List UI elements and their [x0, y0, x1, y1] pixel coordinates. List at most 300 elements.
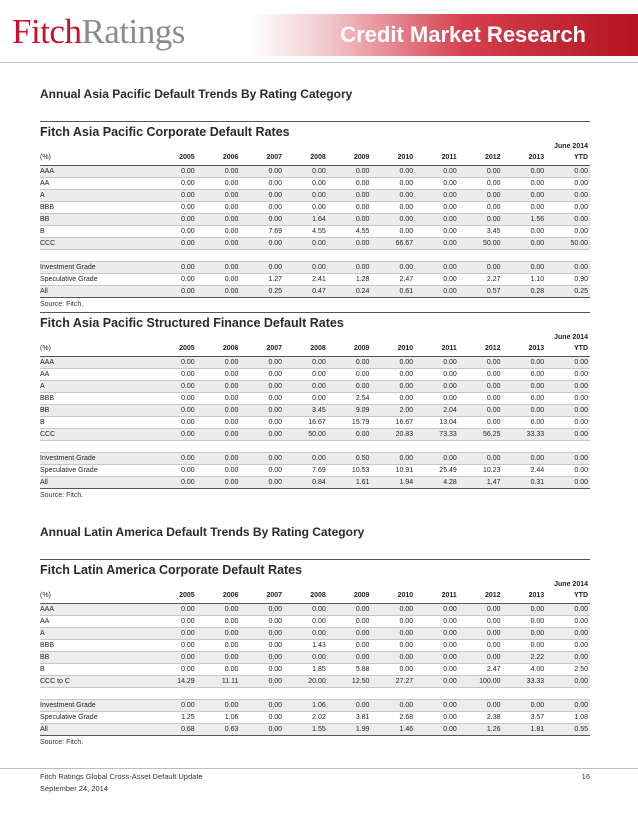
- rate-cell: 0.00: [153, 178, 197, 190]
- rate-cell: 0.00: [153, 202, 197, 214]
- rate-cell: 1.06: [284, 700, 328, 712]
- rate-cell: 0.00: [240, 652, 284, 664]
- rate-cell: 3.57: [503, 712, 547, 724]
- rate-cell: 0.00: [153, 628, 197, 640]
- rate-cell: 0.00: [415, 724, 459, 736]
- rate-cell: 2.02: [284, 712, 328, 724]
- rate-cell: 2.44: [503, 465, 547, 477]
- banner-title: Credit Market Research: [340, 22, 586, 47]
- rate-cell: 0.00: [328, 166, 372, 178]
- rate-cell: 0.00: [546, 676, 590, 688]
- rate-cell: 0.00: [240, 676, 284, 688]
- row-label: AAA: [40, 166, 153, 178]
- rate-cell: 0.00: [371, 393, 415, 405]
- ytd-header-line1: June 2014: [554, 334, 588, 341]
- rate-cell: 0.00: [153, 604, 197, 616]
- rate-cell: 0.00: [459, 453, 503, 465]
- rate-cell: 0.50: [328, 453, 372, 465]
- rate-cell: 0.00: [240, 664, 284, 676]
- rate-cell: 0.00: [371, 178, 415, 190]
- rate-cell: 3.45: [459, 226, 503, 238]
- footer-date: September 24, 2014: [40, 784, 108, 793]
- row-label: Investment Grade: [40, 453, 153, 465]
- table-header-row: [40, 141, 590, 166]
- rate-cell: 0.00: [328, 700, 372, 712]
- table-row: [40, 166, 590, 178]
- rate-cell: 0.00: [153, 429, 197, 441]
- rate-cell: 0.00: [459, 393, 503, 405]
- rate-cell: 0.00: [415, 262, 459, 274]
- rate-cell: 0.00: [284, 393, 328, 405]
- rate-cell: 0.00: [153, 453, 197, 465]
- footer-divider: [0, 768, 638, 769]
- rate-cell: 0.00: [197, 429, 241, 441]
- rate-cell: 2.47: [459, 664, 503, 676]
- rate-cell: 0.00: [328, 628, 372, 640]
- row-label: BB: [40, 214, 153, 226]
- rate-cell: 0.00: [546, 429, 590, 441]
- rate-cell: 0.00: [371, 664, 415, 676]
- table-row: [40, 286, 590, 298]
- rate-cell: 0.00: [328, 640, 372, 652]
- rate-cell: 0.25: [546, 286, 590, 298]
- rate-cell: 0.31: [503, 477, 547, 489]
- rate-cell: 0.00: [546, 405, 590, 417]
- rate-cell: 0.00: [197, 166, 241, 178]
- ytd-header: [546, 332, 590, 357]
- rate-cell: 0.00: [546, 357, 590, 369]
- rate-cell: 0.00: [415, 381, 459, 393]
- rate-cell: 0.00: [240, 202, 284, 214]
- rate-cell: 0.00: [197, 369, 241, 381]
- table-row: [40, 178, 590, 190]
- rate-cell: 2.00: [371, 405, 415, 417]
- header-divider: [0, 62, 638, 63]
- rate-cell: 0.00: [240, 405, 284, 417]
- rate-cell: 0.00: [328, 381, 372, 393]
- rate-cell: 0.00: [328, 262, 372, 274]
- table-row: [40, 652, 590, 664]
- rate-cell: 0.00: [546, 700, 590, 712]
- table-row: [40, 381, 590, 393]
- rate-cell: 0.00: [503, 700, 547, 712]
- rate-cell: 0.00: [371, 453, 415, 465]
- rate-cell: 0.00: [546, 417, 590, 429]
- rate-cell: 16.67: [284, 417, 328, 429]
- rate-cell: 0.00: [328, 238, 372, 250]
- table-row: [40, 664, 590, 676]
- rate-cell: 0.00: [240, 465, 284, 477]
- year-header: 2008: [284, 579, 328, 604]
- rate-cell: 0.25: [240, 286, 284, 298]
- rate-cell: 2.54: [328, 393, 372, 405]
- rate-cell: 9.09: [328, 405, 372, 417]
- row-label: B: [40, 664, 153, 676]
- rate-cell: 0.00: [240, 190, 284, 202]
- rate-cell: 0.00: [284, 616, 328, 628]
- fitch-ratings-logo: FitchRatings: [12, 12, 185, 51]
- table-row: [40, 405, 590, 417]
- rate-cell: 0.00: [197, 640, 241, 652]
- table-row: [40, 262, 590, 274]
- rate-cell: 0.00: [197, 381, 241, 393]
- rate-cell: 50.00: [284, 429, 328, 441]
- footer-page-number: 16: [581, 772, 590, 781]
- rate-cell: 0.00: [415, 604, 459, 616]
- rate-cell: 0.00: [197, 405, 241, 417]
- rate-cell: 0.00: [284, 238, 328, 250]
- rate-cell: 0.00: [240, 712, 284, 724]
- rate-cell: 0.00: [371, 381, 415, 393]
- rate-cell: 0.00: [240, 357, 284, 369]
- rate-cell: 0.00: [546, 453, 590, 465]
- rate-cell: 0.00: [415, 712, 459, 724]
- rate-cell: 0.00: [459, 652, 503, 664]
- rate-cell: 0.00: [197, 286, 241, 298]
- rate-cell: 0.00: [546, 226, 590, 238]
- rate-cell: 0.00: [197, 652, 241, 664]
- rate-cell: 0.00: [197, 178, 241, 190]
- rate-cell: 0.00: [546, 369, 590, 381]
- rate-cell: 0.00: [240, 262, 284, 274]
- rate-cell: 0.00: [371, 166, 415, 178]
- rate-cell: 0.00: [197, 465, 241, 477]
- rate-cell: 0.47: [284, 286, 328, 298]
- rate-cell: 0.00: [240, 381, 284, 393]
- rate-cell: 0.00: [153, 393, 197, 405]
- rate-cell: 0.00: [503, 381, 547, 393]
- table-row: [40, 640, 590, 652]
- rate-cell: 0.00: [503, 405, 547, 417]
- rate-cell: 0.00: [284, 262, 328, 274]
- rate-cell: 0.00: [415, 664, 459, 676]
- row-label: Speculative Grade: [40, 712, 153, 724]
- rate-cell: 0.00: [459, 700, 503, 712]
- year-header: 2006: [197, 332, 241, 357]
- rate-cell: 0.00: [197, 202, 241, 214]
- row-label: BBB: [40, 202, 153, 214]
- year-header: 2007: [240, 332, 284, 357]
- rate-cell: 0.00: [546, 190, 590, 202]
- rate-cell: 0.00: [153, 465, 197, 477]
- rate-cell: 50.00: [459, 238, 503, 250]
- rate-cell: 0.00: [459, 640, 503, 652]
- section-title: Annual Latin America Default Trends By Rating Category: [40, 525, 365, 539]
- row-label: All: [40, 477, 153, 489]
- rate-cell: 0.00: [328, 178, 372, 190]
- rate-cell: 0.00: [153, 405, 197, 417]
- rate-cell: 0.00: [328, 202, 372, 214]
- spacer-row: [40, 441, 590, 453]
- rate-cell: 0.63: [197, 724, 241, 736]
- table-row: [40, 465, 590, 477]
- rate-cell: 0.00: [503, 357, 547, 369]
- rate-cell: 0.00: [503, 628, 547, 640]
- rate-cell: 0.00: [503, 190, 547, 202]
- rate-cell: 0.00: [197, 604, 241, 616]
- rate-cell: 10.91: [371, 465, 415, 477]
- table-header-row: [40, 579, 590, 604]
- rate-cell: 2.68: [371, 712, 415, 724]
- rate-cell: 0.00: [153, 238, 197, 250]
- rate-cell: 0.00: [240, 393, 284, 405]
- rate-cell: 0.68: [153, 724, 197, 736]
- rate-cell: 4.55: [328, 226, 372, 238]
- default-rates-table: [40, 332, 590, 489]
- rate-cell: 0.00: [328, 429, 372, 441]
- rate-cell: 0.00: [371, 628, 415, 640]
- table-row: [40, 477, 590, 489]
- rate-cell: 0.00: [153, 166, 197, 178]
- table-title: Fitch Latin America Corporate Default Rates: [40, 559, 590, 579]
- rate-cell: 0.00: [240, 417, 284, 429]
- section-title: Annual Asia Pacific Default Trends By Rating Category: [40, 87, 353, 101]
- rate-cell: 0.00: [503, 262, 547, 274]
- rate-cell: 0.00: [415, 166, 459, 178]
- rate-cell: 0.00: [371, 190, 415, 202]
- row-label: B: [40, 417, 153, 429]
- rate-cell: 73.33: [415, 429, 459, 441]
- rate-cell: 0.00: [240, 166, 284, 178]
- row-label: AA: [40, 369, 153, 381]
- rate-cell: 0.00: [371, 604, 415, 616]
- rate-cell: 0.00: [459, 178, 503, 190]
- rate-cell: 0.00: [459, 166, 503, 178]
- rate-cell: 0.00: [503, 393, 547, 405]
- rate-cell: 0.00: [284, 202, 328, 214]
- rate-cell: 0.00: [197, 274, 241, 286]
- rate-cell: 0.00: [153, 226, 197, 238]
- rate-cell: 0.00: [546, 393, 590, 405]
- table-title: Fitch Asia Pacific Structured Finance Default Rates: [40, 312, 590, 332]
- rate-cell: 100.00: [459, 676, 503, 688]
- year-header: 2008: [284, 141, 328, 166]
- year-header: 2010: [371, 332, 415, 357]
- unit-label: (%): [40, 332, 153, 357]
- rate-cell: 0.00: [153, 262, 197, 274]
- rate-cell: 0.00: [328, 616, 372, 628]
- rate-cell: 0.00: [459, 369, 503, 381]
- rate-cell: 0.00: [546, 202, 590, 214]
- rate-cell: 0.00: [197, 700, 241, 712]
- rate-cell: 0.00: [284, 166, 328, 178]
- rate-cell: 0.00: [284, 604, 328, 616]
- rate-cell: 0.00: [415, 393, 459, 405]
- page-content: [40, 70, 590, 746]
- rate-cell: 0.00: [197, 238, 241, 250]
- year-header: 2010: [371, 141, 415, 166]
- table-row: [40, 417, 590, 429]
- rate-cell: 0.00: [153, 274, 197, 286]
- year-header: 2005: [153, 141, 197, 166]
- row-label: BBB: [40, 640, 153, 652]
- spacer-row: [40, 688, 590, 700]
- year-header: 2009: [328, 141, 372, 166]
- rate-cell: 4.28: [415, 477, 459, 489]
- rate-cell: 4.00: [503, 664, 547, 676]
- rate-cell: 1.99: [328, 724, 372, 736]
- rate-cell: 0.84: [284, 477, 328, 489]
- row-label: AA: [40, 178, 153, 190]
- rate-cell: 0.00: [503, 369, 547, 381]
- table-row: [40, 628, 590, 640]
- rate-cell: 0.00: [328, 369, 372, 381]
- rate-cell: 0.00: [153, 369, 197, 381]
- rate-cell: 0.00: [328, 604, 372, 616]
- rate-cell: 0.00: [240, 628, 284, 640]
- rate-cell: 33.33: [503, 676, 547, 688]
- year-header: 2006: [197, 141, 241, 166]
- rate-cell: 3.81: [328, 712, 372, 724]
- rate-cell: 0.00: [546, 616, 590, 628]
- year-header: 2007: [240, 579, 284, 604]
- rate-cell: 2.04: [415, 405, 459, 417]
- rate-cell: 0.24: [328, 286, 372, 298]
- year-header: 2013: [503, 141, 547, 166]
- rate-cell: 0.00: [415, 616, 459, 628]
- rate-cell: 1.46: [371, 724, 415, 736]
- rate-cell: 27.27: [371, 676, 415, 688]
- rate-cell: 0.00: [546, 465, 590, 477]
- year-header: 2007: [240, 141, 284, 166]
- rate-cell: 0.00: [240, 604, 284, 616]
- row-label: A: [40, 628, 153, 640]
- year-header: 2008: [284, 332, 328, 357]
- row-label: AAA: [40, 604, 153, 616]
- rate-cell: 1.28: [328, 274, 372, 286]
- year-header: 2012: [459, 579, 503, 604]
- rate-cell: 0.00: [371, 226, 415, 238]
- rate-cell: 1.43: [284, 640, 328, 652]
- rate-cell: 0.00: [415, 453, 459, 465]
- rate-cell: 0.00: [415, 238, 459, 250]
- year-header: 2011: [415, 332, 459, 357]
- rate-cell: 0.00: [459, 616, 503, 628]
- rate-cell: 0.90: [546, 274, 590, 286]
- row-label: B: [40, 226, 153, 238]
- rate-cell: 0.28: [503, 286, 547, 298]
- rate-cell: 20.00: [284, 676, 328, 688]
- ytd-header-line2: YTD: [574, 345, 588, 352]
- rate-cell: 0.00: [546, 178, 590, 190]
- rate-cell: 2.38: [459, 712, 503, 724]
- rate-cell: 0.00: [240, 640, 284, 652]
- ytd-header: [546, 141, 590, 166]
- rate-cell: 0.00: [503, 202, 547, 214]
- rate-cell: 0.00: [240, 178, 284, 190]
- rate-cell: 0.00: [546, 262, 590, 274]
- rate-cell: 0.00: [415, 226, 459, 238]
- rate-cell: 0.00: [284, 453, 328, 465]
- table-row: [40, 676, 590, 688]
- rate-cell: 0.00: [546, 604, 590, 616]
- row-label: BB: [40, 652, 153, 664]
- year-header: 2011: [415, 141, 459, 166]
- rate-cell: 16.67: [371, 417, 415, 429]
- rate-cell: 0.00: [503, 604, 547, 616]
- rate-cell: 0.00: [459, 405, 503, 417]
- rate-cell: 0.00: [415, 286, 459, 298]
- row-label: A: [40, 190, 153, 202]
- table-title: Fitch Asia Pacific Corporate Default Rates: [40, 121, 590, 141]
- row-label: Investment Grade: [40, 700, 153, 712]
- rate-cell: 0.00: [546, 652, 590, 664]
- page-header: [0, 0, 638, 64]
- rate-cell: 0.00: [503, 238, 547, 250]
- table-row: [40, 190, 590, 202]
- header-banner: [250, 14, 638, 56]
- rate-cell: 1.56: [503, 214, 547, 226]
- row-label: CCC: [40, 238, 153, 250]
- rate-cell: 0.00: [197, 417, 241, 429]
- rate-cell: 0.00: [240, 429, 284, 441]
- rate-cell: 7.69: [240, 226, 284, 238]
- rate-cell: 0.00: [503, 226, 547, 238]
- rate-cell: 0.00: [371, 616, 415, 628]
- rate-cell: 0.00: [153, 190, 197, 202]
- table-header-row: [40, 332, 590, 357]
- rate-cell: 0.00: [240, 724, 284, 736]
- rate-cell: 0.00: [197, 477, 241, 489]
- rate-cell: 0.00: [459, 202, 503, 214]
- year-header: 2009: [328, 579, 372, 604]
- rate-cell: 0.00: [503, 640, 547, 652]
- rate-cell: 0.00: [415, 357, 459, 369]
- rate-cell: 15.79: [328, 417, 372, 429]
- rate-cell: 1.06: [197, 712, 241, 724]
- rate-cell: 0.00: [415, 369, 459, 381]
- rate-cell: 0.00: [503, 178, 547, 190]
- table-row: [40, 357, 590, 369]
- rate-cell: 0.00: [546, 166, 590, 178]
- row-label: BB: [40, 405, 153, 417]
- rate-cell: 14.29: [153, 676, 197, 688]
- row-label: AA: [40, 616, 153, 628]
- rate-cell: 0.00: [284, 628, 328, 640]
- source-note: Source: Fitch.: [40, 301, 84, 308]
- rate-cell: 0.00: [415, 202, 459, 214]
- rate-cell: 0.00: [415, 190, 459, 202]
- rate-cell: 0.00: [459, 381, 503, 393]
- table-row: [40, 393, 590, 405]
- rate-cell: 1.26: [459, 724, 503, 736]
- rate-cell: 0.00: [197, 616, 241, 628]
- rate-cell: 10.23: [459, 465, 503, 477]
- year-header: 2012: [459, 141, 503, 166]
- rate-cell: 0.00: [371, 700, 415, 712]
- rate-cell: 0.00: [197, 357, 241, 369]
- rate-cell: 1.25: [153, 712, 197, 724]
- ytd-header-line1: June 2014: [554, 581, 588, 588]
- rate-cell: 0.00: [153, 700, 197, 712]
- table-row: [40, 724, 590, 736]
- ytd-header-line2: YTD: [574, 154, 588, 161]
- year-header: 2010: [371, 579, 415, 604]
- rate-cell: 13.04: [415, 417, 459, 429]
- rate-cell: 0.00: [415, 676, 459, 688]
- rate-cell: 0.00: [371, 262, 415, 274]
- rate-cell: 0.00: [197, 214, 241, 226]
- rate-cell: 0.00: [153, 616, 197, 628]
- year-header: 2005: [153, 332, 197, 357]
- rate-cell: 0.00: [415, 274, 459, 286]
- rate-cell: 0.00: [197, 664, 241, 676]
- rate-cell: 0.00: [546, 214, 590, 226]
- rate-cell: 0.00: [415, 652, 459, 664]
- rate-cell: 0.00: [153, 664, 197, 676]
- row-label: A: [40, 381, 153, 393]
- rate-cell: 1.94: [371, 477, 415, 489]
